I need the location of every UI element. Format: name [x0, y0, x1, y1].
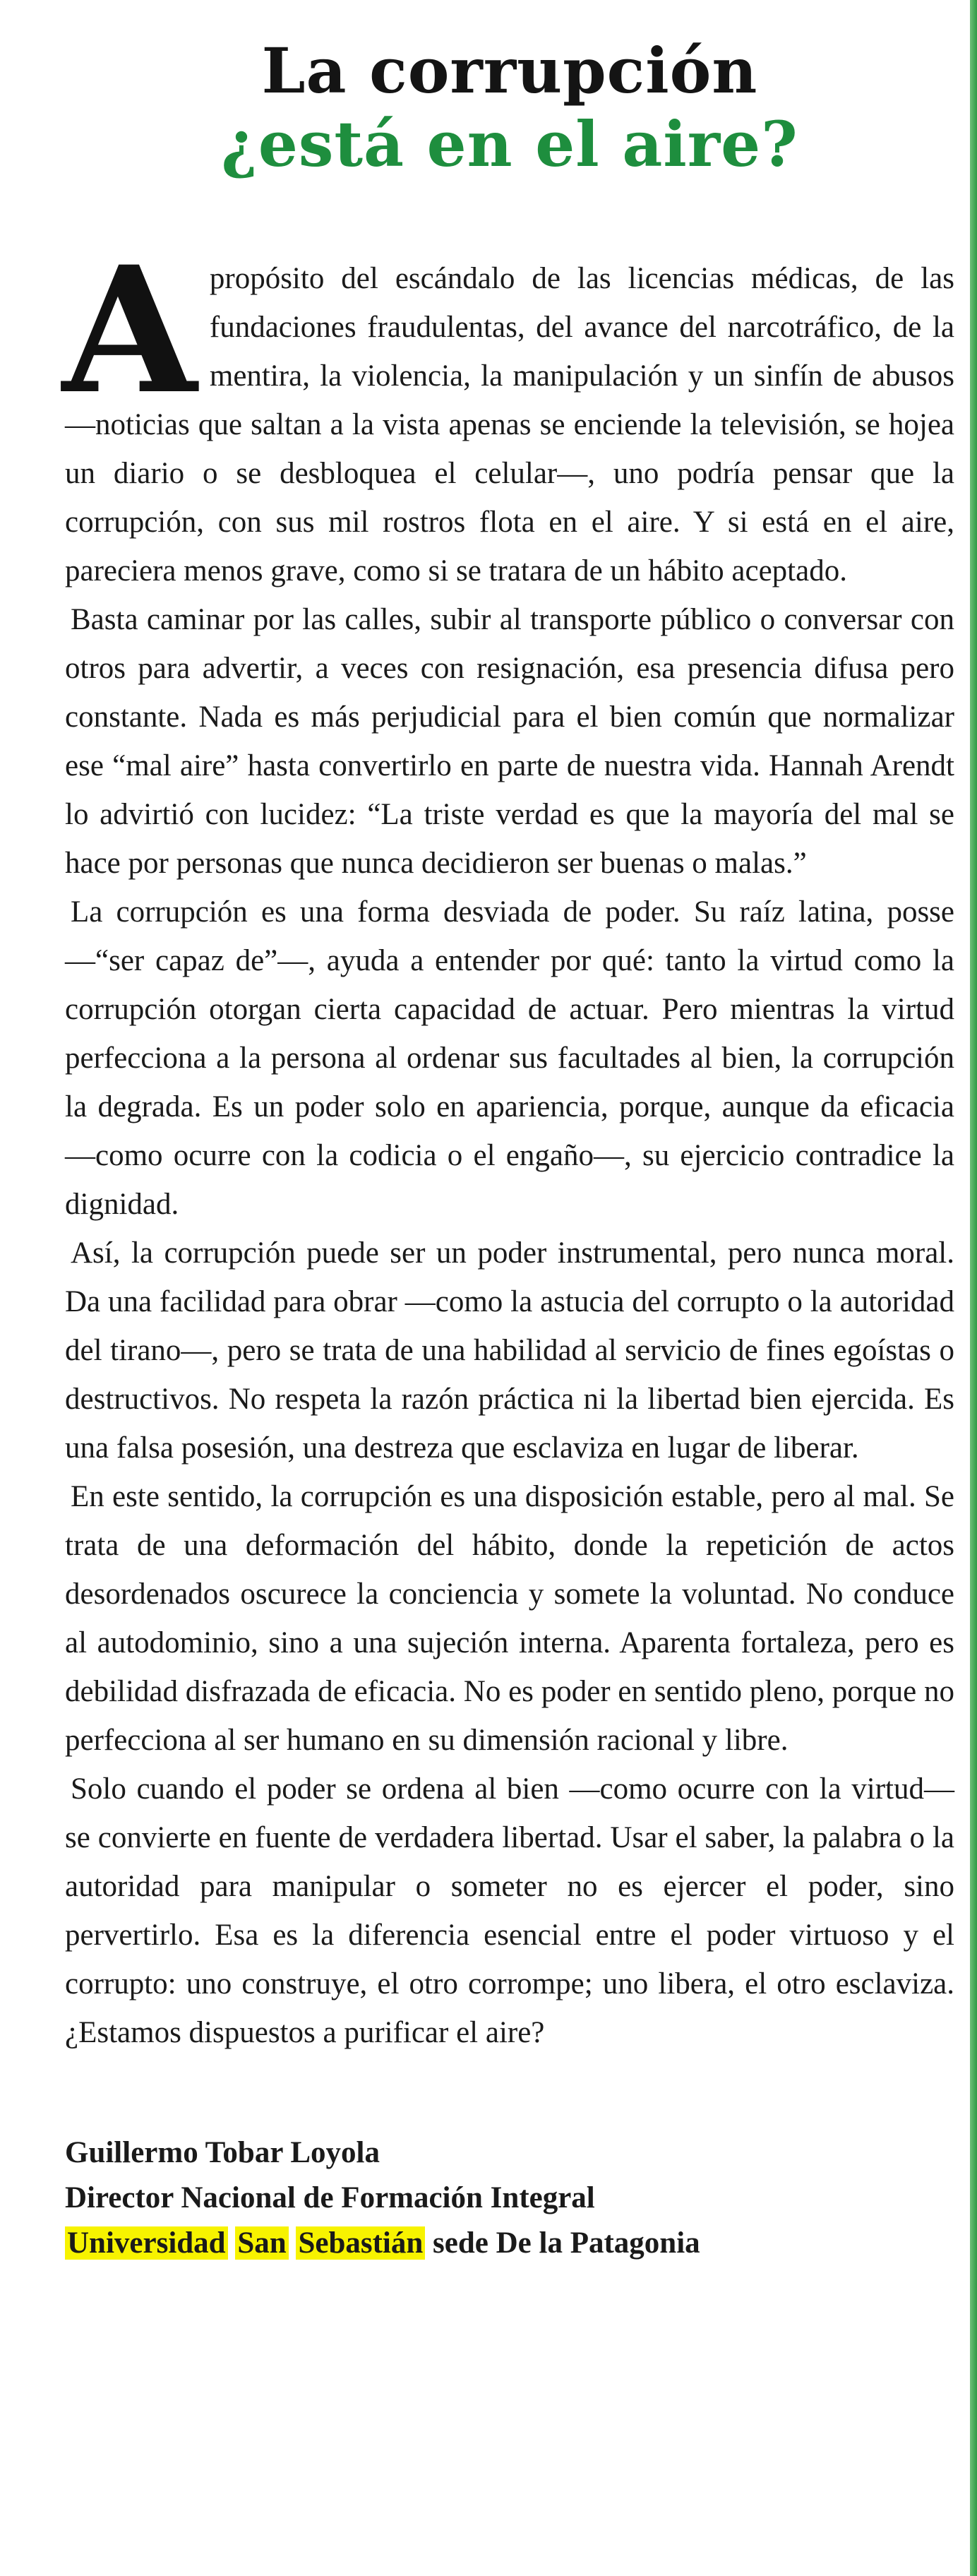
article-body	[62, 229, 954, 2057]
article-title	[65, 34, 954, 181]
author-signature	[65, 2130, 954, 2266]
campus-label: sede De la Patagonia	[433, 2226, 700, 2260]
title-line-2: ¿está en el aire?	[221, 107, 798, 181]
university-word-3: Sebastián	[296, 2226, 425, 2260]
paragraph-2: Basta caminar por las calles, subir al transporte público o conversar con otros para advertir, a veces con resignación, esa presencia difusa pero constante. Nada es más perjudicial para el bien común que normalizar ese “mal aire” hasta convertirlo en parte de nuestra vida. Hannah Arendt lo advirtió con lucidez: “La triste verdad es que la mayoría del mal se hace por personas que nunca decidieron ser buenas o malas.”	[65, 603, 954, 880]
title-line-1: La corrupción	[261, 34, 758, 107]
paragraph-5: En este sentido, la corrupción es una disposición estable, pero al mal. Se trata de una deformación del hábito, donde la repetición de actos desordenados oscurece la conciencia y somete la voluntad. No conduce al autodominio, sino a una sujeción interna. Aparenta fortaleza, pero es debilidad disfrazada de eficacia. No es poder en sentido pleno, porque no perfecciona al ser humano en su dimensión racional y libre.	[65, 1480, 954, 1757]
paragraph-1	[62, 229, 954, 595]
author-position: Director Nacional de Formación Integral	[65, 2181, 595, 2214]
author-name: Guillermo Tobar Loyola	[65, 2136, 380, 2169]
drop-cap: A	[62, 229, 197, 433]
paragraph-1-text: propósito del escándalo de las licencias médicas, de las fundaciones fraudulentas, del avance del narcotráfico, de la mentira, la violencia, la manipulación y un sinfín de abusos —noticias que saltan a la vista apenas se enciende la televisión, se hojea un diario o se desbloquea el celular—, uno podría pensar que la corrupción, con sus mil rostros flota en el aire. Y si está en el aire, pareciera menos grave, como si se tratara de un hábito aceptado.	[65, 262, 954, 588]
university-word-1: Universidad	[65, 2226, 228, 2260]
paragraph-4: Así, la corrupción puede ser un poder instrumental, pero nunca moral. Da una facilidad para obrar —como la astucia del corrupto o la autoridad del tirano—, pero se trata de una habilidad al servicio de fines egoístas o destructivos. No respeta la razón práctica ni la libertad bien ejercida. Es una falsa posesión, una destreza que esclaviza en lugar de liberar.	[65, 1236, 954, 1465]
paragraph-6: Solo cuando el poder se ordena al bien —como ocurre con la virtud— se convierte en fuente de verdadera libertad. Usar el saber, la palabra o la autoridad para manipular o someter no es ejercer el poder, sino pervertirlo. Esa es la diferencia esencial entre el poder virtuoso y el corrupto: uno construye, el otro corrompe; uno libera, el otro esclaviza. ¿Estamos dispuestos a purificar el aire?	[65, 1772, 954, 2049]
article	[62, 34, 954, 2266]
right-edge-color-bar	[970, 0, 977, 2576]
author-affiliation	[65, 2221, 954, 2266]
paragraph-3: La corrupción es una forma desviada de poder. Su raíz latina, posse —“ser capaz de”—, ayuda a entender por qué: tanto la virtud como la corrupción otorgan cierta capacidad de actuar. Pero mientras la virtud perfecciona a la persona al ordenar sus facultades al bien, la corrupción la degrada. Es un poder solo en apariencia, porque, aunque da eficacia —como ocurre con la codicia o el engaño—, su ejercicio contradice la dignidad.	[65, 895, 954, 1221]
university-word-2: San	[235, 2226, 288, 2260]
